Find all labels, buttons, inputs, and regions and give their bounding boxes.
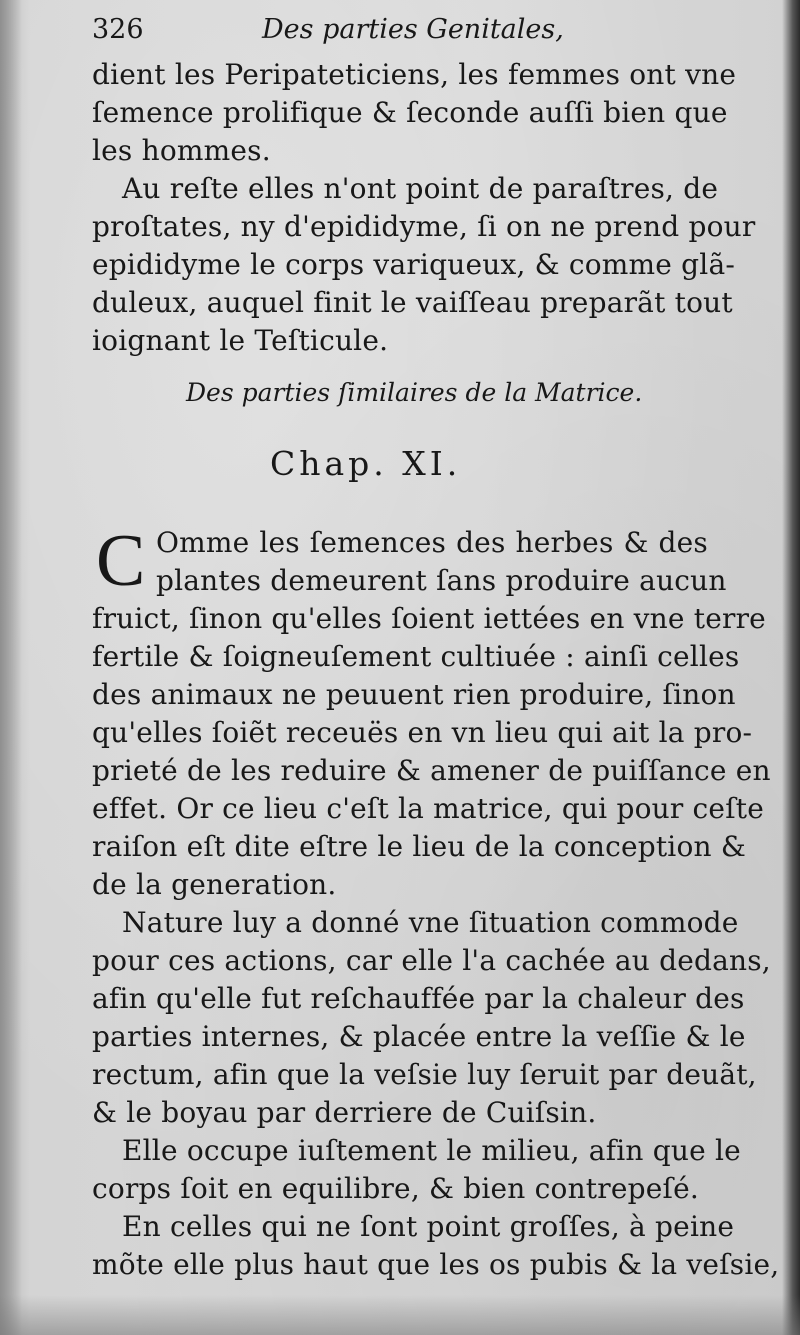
text-line: des animaux ne peuuent rien produire, ſinon [92,678,736,711]
text-line: duleux, auquel finit le vaiſſeau preparãt tout [92,286,733,319]
text-line: Omme les ſemences des herbes & des [156,526,708,559]
text-line: plantes demeurent ſans produire aucun [156,564,727,597]
text-line: Au reſte elles n'ont point de paraſtres, de [122,172,719,205]
text-line: & le boyau par derriere de Cuiſsin. [92,1096,597,1129]
text-line: fruict, ſinon qu'elles ſoient iettées en vne terre [92,602,766,635]
text-line: afin qu'elle fut reſchauffée par la chaleur des [92,982,745,1015]
page-bottom-shadow [0,1295,800,1335]
page-gutter-shadow [0,0,22,1335]
text-line: Elle occupe iuſtement le milieu, afin que le [122,1134,741,1167]
section-heading: Des parties ſimilaires de la Matrice. [186,378,643,407]
text-line: prieté de les reduire & amener de puiſſance en [92,754,771,787]
text-line: raiſon eſt dite eſtre le lieu de la conception & [92,830,746,863]
text-line: fertile & ſoigneuſement cultiuée : ainſi celles [92,640,740,673]
page-edge-shadow [782,0,800,1335]
text-line: proſtates, ny d'epididyme, ſi on ne prend pour [92,210,756,243]
text-line: rectum, afin que la veſsie luy ſeruit par deuãt, [92,1058,757,1091]
running-title: Des parties Genitales, [262,14,564,45]
text-line: pour ces actions, car elle l'a cachée au dedans, [92,944,771,977]
chapter-heading: Chap. XI. [270,444,462,483]
text-line: dient les Peripateticiens, les femmes ont vne [92,58,737,91]
text-line: mõte elle plus haut que les os pubis & la veſsie, [92,1248,780,1281]
text-line: parties internes, & placée entre la veſſie & le [92,1020,746,1053]
text-line: Nature luy a donné vne ſituation commode [122,906,739,939]
text-line: de la generation. [92,868,337,901]
text-line: ioignant le Teſticule. [92,324,389,357]
drop-cap-initial: C [96,520,146,602]
text-line: corps ſoit en equilibre, & bien contrepeſé. [92,1172,699,1205]
text-line: epididyme le corps variqueux, & comme glã- [92,248,736,281]
text-line: effet. Or ce lieu c'eſt la matrice, qui pour ceſte [92,792,764,825]
page-header [92,14,712,50]
page-number: 326 [92,14,144,45]
text-line: qu'elles ſoiẽt receuës en vn lieu qui ait la pro- [92,716,753,749]
text-line: ſemence prolifique & ſeconde auſſi bien que [92,96,728,129]
text-line: les hommes. [92,134,271,167]
text-line: En celles qui ne ſont point groſſes, à peine [122,1210,735,1243]
